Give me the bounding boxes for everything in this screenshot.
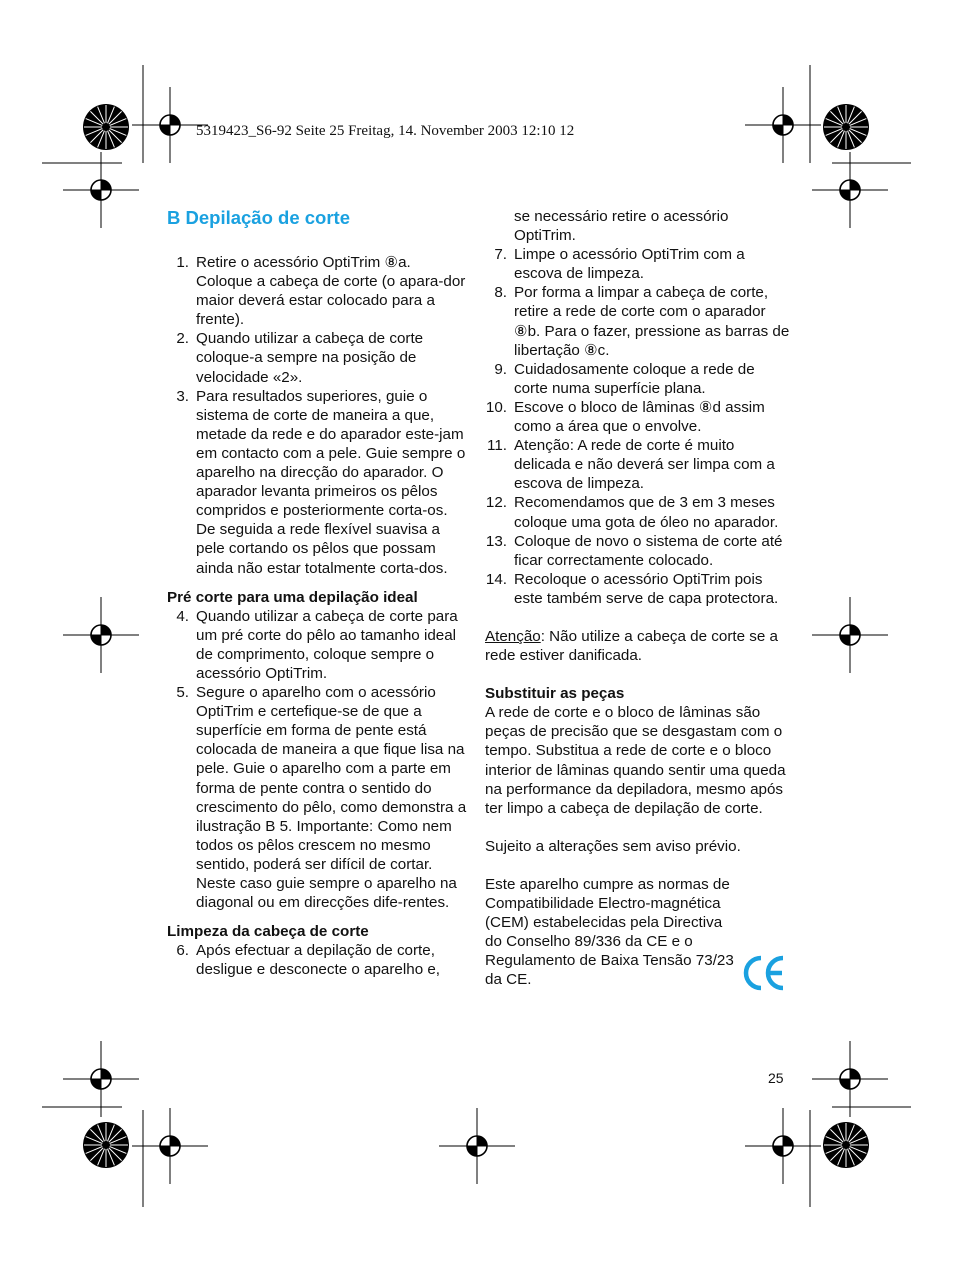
list-item: 6. Após efectuar a depilação de corte, desligue e desconecte o aparelho e, (176, 942, 441, 979)
compliance-text: Este aparelho cumpre as normas de Compatibilidade Electro-magnética (CEM) estabelecidas pela Directiva do Conselho 89/336 da CE e o Regulamento de Baixa Tensão 73/23 da CE. (485, 875, 734, 989)
list-item-continuation: se necessário retire o acessório OptiTrim. (514, 208, 729, 245)
page-number: 25 (768, 1070, 784, 1086)
steps-list-1 (167, 253, 469, 578)
section-heading: B Depilação de corte (167, 207, 351, 228)
warning-note: Atenção: Não utilize a cabeça de corte se a rede estiver danificada. (485, 627, 778, 665)
steps-list-4 (485, 245, 790, 608)
left-column (167, 207, 469, 979)
list-item: 8. Por forma a limpar a cabeça de corte, retire a rede de corte com o aparador ⑧b. Para o fazer, pressione as barras de libertação ⑧c. (494, 284, 790, 359)
list-item: 12. Recomendamos que de 3 em 3 meses coloque uma gota de óleo no aparador. (485, 494, 779, 531)
subheading-replace-parts: Substituir as peças (485, 685, 625, 703)
steps-list-2 (167, 607, 469, 913)
list-item: 3. Para resultados superiores, guie o sistema de corte de maneira a que, metade da rede e do aparador este-jam em contacto com a pele. Guie sempre o aparelho na direcção do aparador. O aparador levanta primeiros os pêlos compridos e posteriormente corta-os. De seguida a rede flexível suavisa a pele cortando os pêlos que possam ainda não estar totalmente corta-dos. (176, 387, 466, 577)
warning-label: Atenção (485, 627, 541, 645)
list-item: 10. Escove o bloco de lâminas ⑧d assim como a área que o envolve. (485, 398, 765, 436)
list-item: 5. Segure o aparelho com o acessório OptiTrim e certefique-se de que a superfície em forma de pente está colocada de maneira a que fique lisa na pele. Guie o aparelho com a parte em forma de pente contra o sentido do crescimento do pêlo, como demonstra a ilustração B 5. Importante: Como nem todos os pêlos crescem no mesmo sentido, poderá ser difícil de cortar. Neste caso guie sempre o aparelho na diagonal ou em direcções dife-rentes. (176, 684, 467, 912)
right-column (485, 207, 790, 989)
list-item: 7. Limpe o acessório OptiTrim com a escova de limpeza. (494, 246, 745, 283)
change-notice: Sujeito a alterações sem aviso prévio. (485, 837, 741, 855)
list-item: 4. Quando utilizar a cabeça de corte para um pré corte do pêlo ao tamanho ideal de comprimento, coloque sempre o acessório OptiTrim. (176, 607, 458, 682)
ce-mark-logo (741, 953, 787, 993)
steps-list-3 (167, 941, 469, 979)
list-item: 11. Atenção: A rede de corte é muito delicada e não deverá ser limpa com a escova de limpeza. (487, 437, 775, 493)
replace-parts-text: A rede de corte e o bloco de lâminas são peças de precisão que se desgastam com o tempo. Substitua a rede de corte e o bloco interior de lâminas quando sentir uma queda na performance da depiladora, mesmo após ter limpo a cabeça de depilação de corte. (485, 704, 786, 817)
subheading-precut: Pré corte para uma depilação ideal (167, 588, 418, 606)
list-item: 13. Coloque de novo o sistema de corte até ficar correctamente colocado. (485, 532, 783, 569)
list-item: 9. Cuidadosamente coloque a rede de corte numa superfície plana. (494, 360, 755, 397)
print-slug: 5319423_S6-92 Seite 25 Freitag, 14. November 2003 12:10 12 (196, 123, 575, 139)
list-item: 14. Recoloque o acessório OptiTrim pois este também serve de capa protectora. (485, 570, 779, 607)
list-item: 2. Quando utilizar a cabeça de corte coloque-a sempre na posição de velocidade «2». (176, 330, 424, 386)
subheading-cleaning: Limpeza da cabeça de corte (167, 923, 369, 941)
list-item: 1. Retire o acessório OptiTrim ⑧a. Coloque a cabeça de corte (o apara-dor maior deverá estar colocado para a frente). (176, 254, 466, 329)
